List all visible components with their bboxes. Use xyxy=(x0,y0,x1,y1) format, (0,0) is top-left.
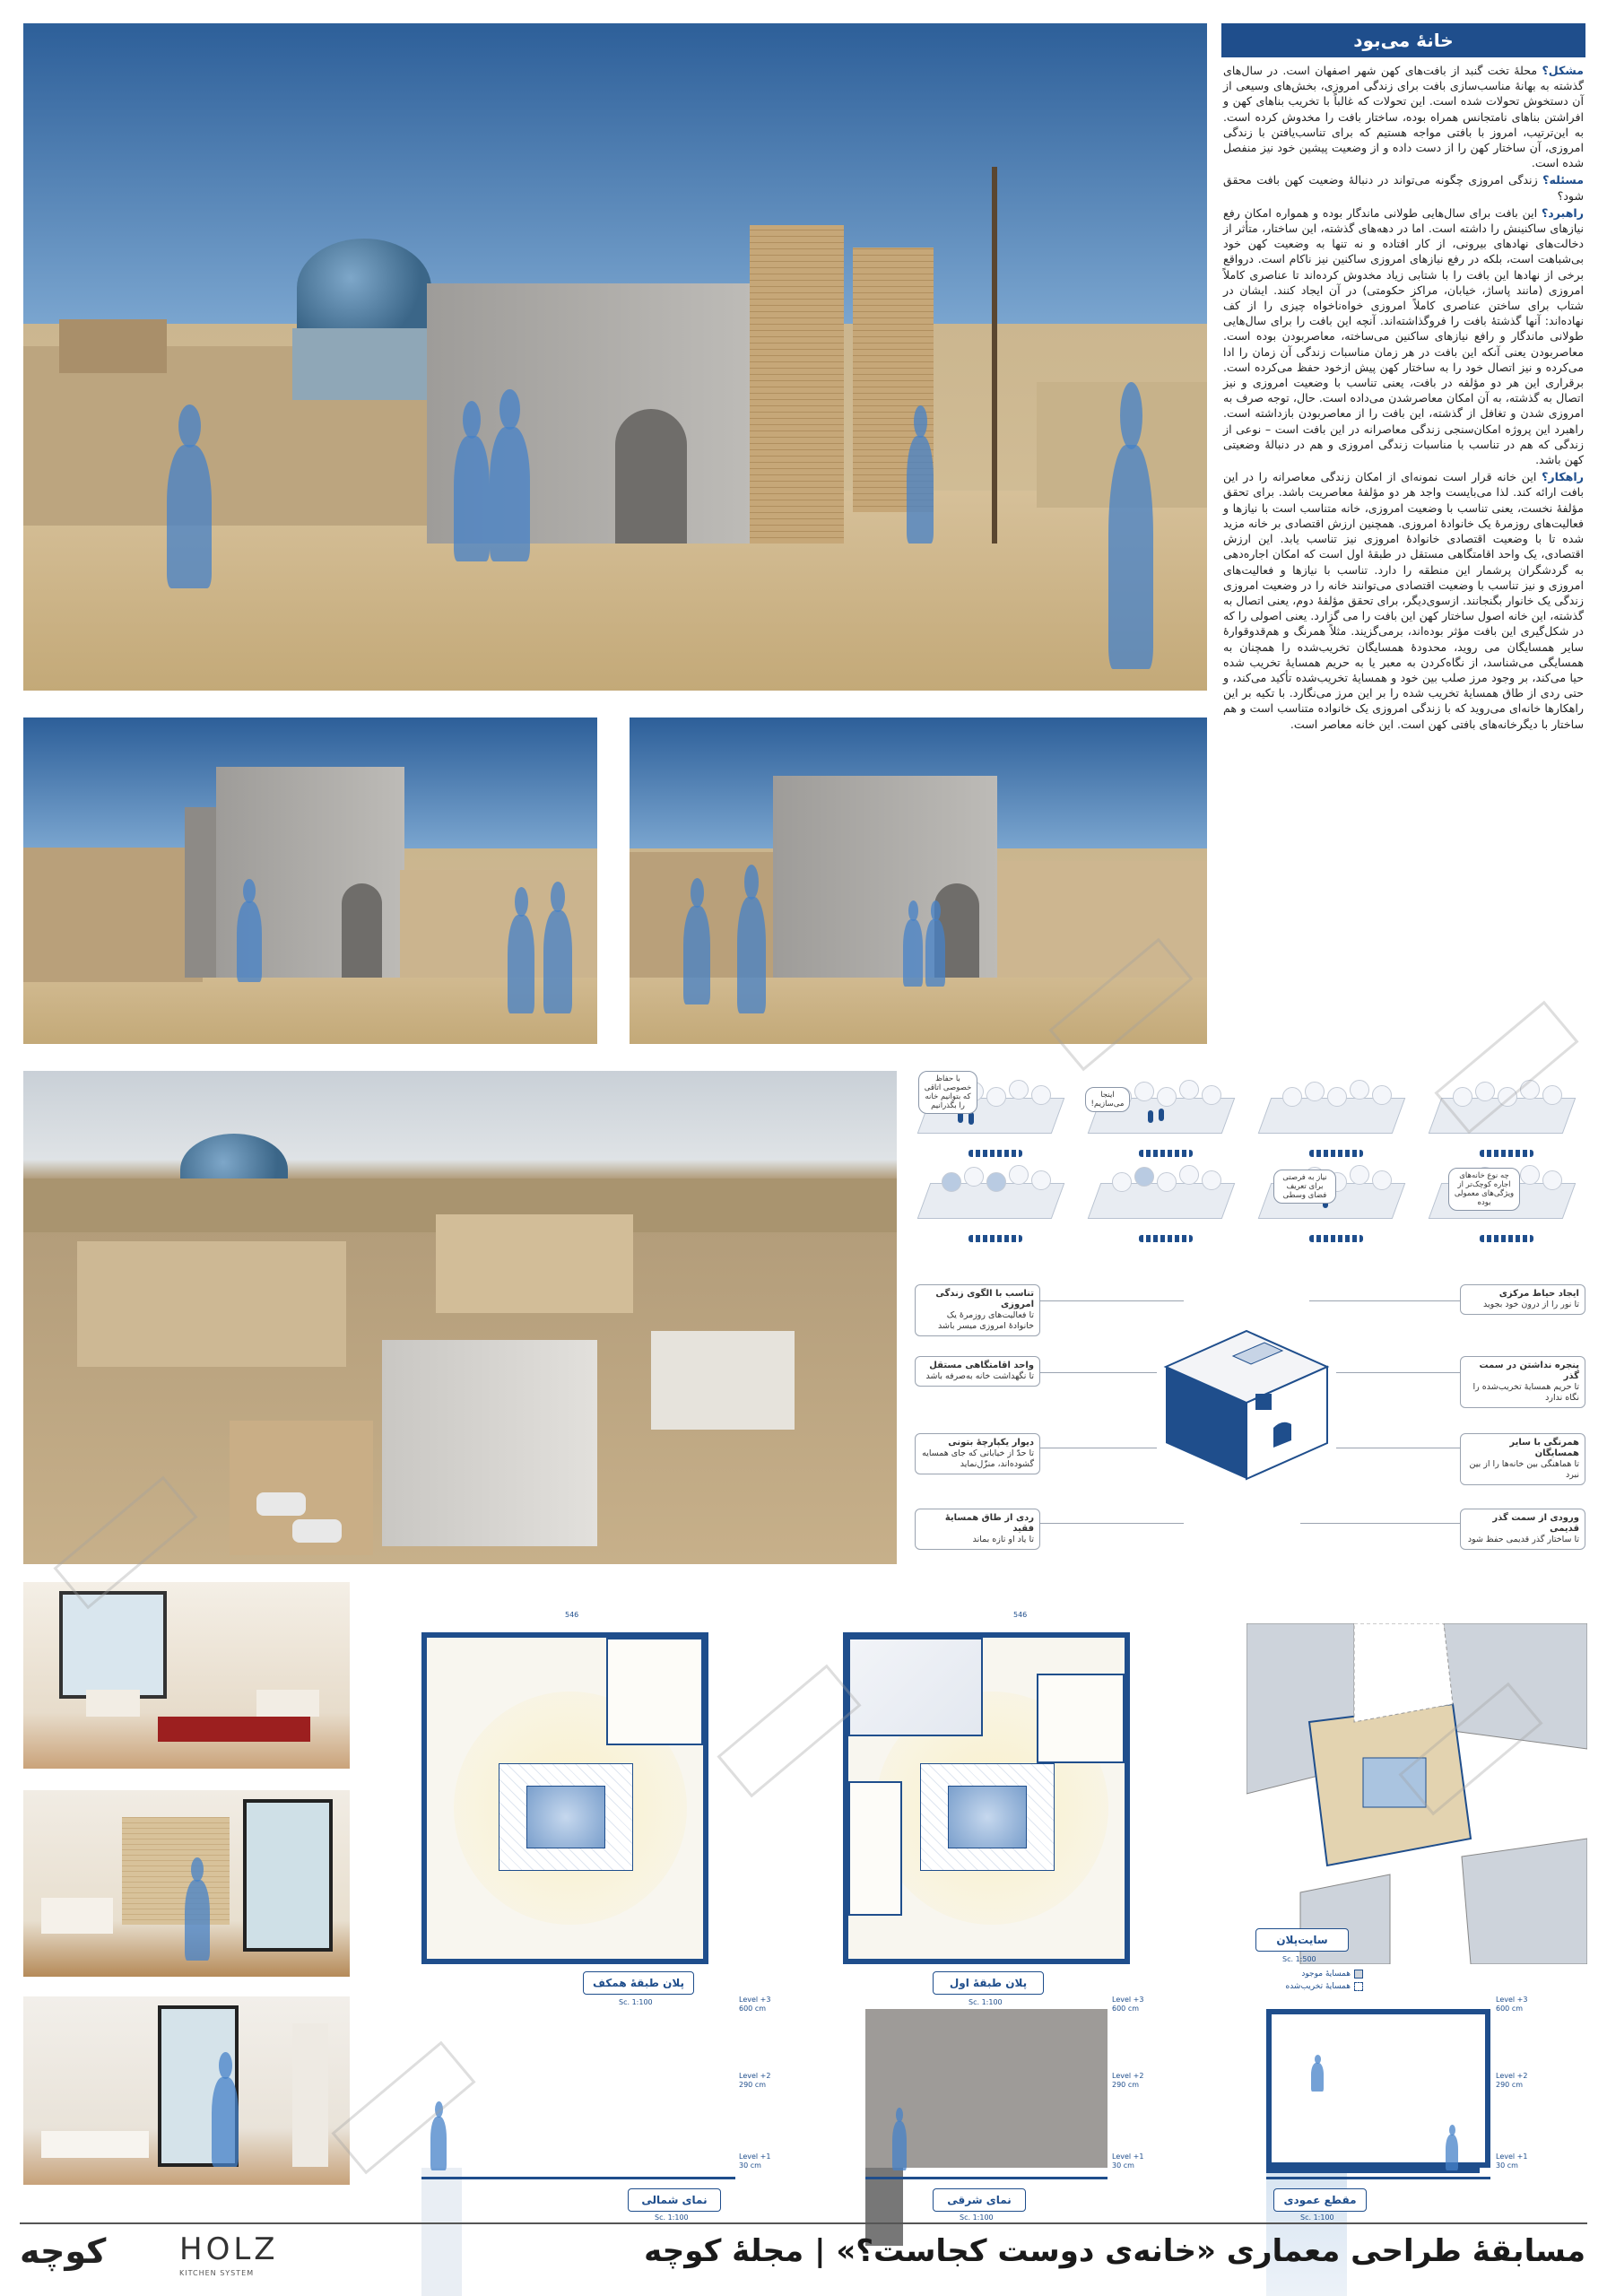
person-silhouette xyxy=(1108,445,1153,669)
first-plan-caption: پلان طبقهٔ اول xyxy=(933,1971,1044,1995)
person-silhouette xyxy=(237,901,262,982)
section-caption: مقطع عمودی xyxy=(1273,2188,1367,2212)
footer-divider xyxy=(20,2222,1587,2224)
street-render-right xyxy=(630,718,1207,1044)
strategy-label: راهبرد؟ xyxy=(1541,205,1584,220)
ground-plan-caption: پلان طبقهٔ همکف xyxy=(583,1971,694,1995)
person-silhouette xyxy=(683,906,710,1004)
strategy-text: این بافت برای سال‌هایی طولانی ماندگار بوده و همواره امکان رفع نیازهای ساکنینش را داشته است. اما در دهه‌های گذشته، این ساختار، متأثر از دخالت‌های نهادهای بیرونی، از کار افتاده و نه تنها به وضعیت کهن خود بی‌شباهت است، بلکه در رفع نیازهای امروزی ساکنین نیز ناکام است. درواقع برخی از نهادها این بافت را با شتابی زیاد مخدوش کرده‌اند تا عناصری کاملاً امروزی (مانند پاساژ، خیابان، مراکز حکومتی) در آن ایجاد کنند. ایشان در شتاب برای ساختن عناصری کاملاً امروزی خواه‌ناخواه چیزی را از کف نهاده‌اند: آنها گذشتهٔ بافت را فروگذاشته‌اند. آنچه این بافت را برای سال‌هایی طولانی ماندگار و رافع نیازهای ساکنین می‌ساخته، معاصربودن بوده است. معاصربودن یعنی آنکه این بافت در هر زمان مناسبات زندگی آن زمان را ادا می‌کرده و نیز اتصال خود را به ساختار کهن پیش ازخود حفظ می‌کرده است. برقراری این هر دو مؤلفه در بافت، یعنی تناسب با وضعیت امروزی و نیز اتصال به گذشته، به آن امکان معاصرشدن می‌داده است. حال، توجه صرف به امروزی شدن و تغافل از گذشته، این بافت را از معاصربودن بازداشته است. راهبرد این پروژه امکان‌سنجی زندگی معاصرانه در این بافت است – نوعی از زندگی که هم در تناسب با مناسبات زندگی امروزی و هم در دنبالهٔ وضعیتی کهن باشد. xyxy=(1223,205,1584,467)
east-elevation-scale: Sc. 1:100 xyxy=(960,2213,994,2222)
person-silhouette xyxy=(737,897,766,1013)
ground-floor-plan xyxy=(421,1632,708,1964)
competition-title: مسابقهٔ طراحی معماری «خانه‌ی دوست کجاست؟» | مجلهٔ کوچه xyxy=(644,2233,1585,2269)
holz-logo: HOLZ xyxy=(179,2231,279,2267)
person-silhouette xyxy=(454,436,490,561)
callout-right: همرنگی با سایر همسایگان تا هماهنگی بین خانه‌ها را از بین نبرد xyxy=(1460,1433,1585,1485)
interior-render-1 xyxy=(23,1582,350,1769)
solution-text: این خانه قرار است نمونه‌ای از امکان زندگی معاصرانه را در این بافت ارائه کند. لذا می‌بایست واجد هر دو مؤلفهٔ معاصریت باشد. برای تحقق مؤلفهٔ نخست، یعنی تناسب با وضعیت امروزی، خانه متناسب است با نیازها و فعالیت‌های روزمرهٔ یک خانوادهٔ امروزی. همچنین ارزش اقتصادی بر خانه مزید شده تا با وضعیت اقتصادی خانوادهٔ امروزی نیز تناسب یابد. این ارزش اقتصادی، یک واحد اقامتگاهی مستقل در طبقهٔ اول است که امکان اجاره‌دهی به گردشگران پرشمار این منطقه را دارد. تناسب با نیازها و فعالیت‌های امروزی و نیز تناسب با وضعیت اقتصادی می‌توانند خانه را در وضعیت امروزی زندگی یک خانوار بگنجانند. ازسوی‌دیگر، برای تحقق مؤلفهٔ دوم، یعنی اتصال به گذشته، این خانه اصول ساختار کهن این بافت را می گزارد. یعنی اصولی را که در شکل‌گیری این بافت مؤثر بوده‌اند، برمی‌گزیند. مثلاً همرنگ و هم‌قدوقوارهٔ سایر همسایگان می روید، محدودهٔ همسایگان تخریب‌شده را همچنان به همسایگی می‌شناسد، از نگاه‌کردن به معبر یا به حریم همسایهٔ تخریب شده حیا می‌کند، بر وجود مرز صلب بین خود و همسایهٔ تخریب‌شده تأکید می‌کند، و حتی ردی از طاق همسایهٔ تخریب شده را بر این مرز می‌نگارد. با تکیه بر این راهکارها خانه‌ای می‌روید که با زندگی امروزی یک خانواده متناسب است و هم ساختار با دیگرخانه‌های بافتی کهن است. این خانه معاصر است. xyxy=(1223,470,1584,731)
main-render-photo xyxy=(23,23,1207,691)
panel-title: خانهٔ می‌بود xyxy=(1221,23,1585,57)
vertical-section xyxy=(1266,2009,1490,2179)
street-render-left xyxy=(23,718,597,1044)
diagram-bubble: نیاز به فرصتی برای تعریف فضای وسطی xyxy=(1273,1170,1336,1204)
first-floor-plan xyxy=(843,1632,1130,1964)
koocheh-watermark xyxy=(717,1665,861,1798)
north-elevation-scale: Sc. 1:100 xyxy=(655,2213,689,2222)
question-text: زندگی امروزی چگونه می‌تواند در دنبالهٔ وضعیت کهن بافت محقق شود؟ xyxy=(1223,173,1584,203)
ground-plan-scale: Sc. 1:100 xyxy=(619,1998,653,2006)
koocheh-logo: کوچه xyxy=(20,2231,107,2271)
callout-right: پنجره نداشتن در سمت گذر تا حریم همسایهٔ تخریب‌شده را نگاه ندارد xyxy=(1460,1356,1585,1408)
person-silhouette xyxy=(508,915,534,1013)
holz-logo-subtitle: KITCHEN SYSTEM xyxy=(179,2269,255,2277)
callout-left: دیوار یکپارچهٔ بتونی تا حدّ از خیابانی که جای همسایه گشوده‌اند، منزّل‌نماید xyxy=(915,1433,1040,1474)
isometric-house xyxy=(1148,1313,1336,1483)
first-plan-scale: Sc. 1:100 xyxy=(969,1998,1003,2006)
diagram-bubble: چه نوع خانه‌های اجاره کوچک‌تر از ویژگی‌های معمولی بوده xyxy=(1448,1168,1520,1211)
callout-left: ردی از طاق همسایهٔ فقید تا یاد او تازه بماند xyxy=(915,1509,1040,1550)
solution-label: راهکار؟ xyxy=(1542,470,1584,484)
interior-render-2 xyxy=(23,1790,350,1977)
person-silhouette xyxy=(185,1880,210,1961)
level-label: Level +2 290 cm xyxy=(739,2072,771,2089)
person-silhouette xyxy=(430,2117,447,2170)
problem-text: محلهٔ تخت گنبد از بافت‌های کهن شهر اصفهان است. در سال‌های گذشته به بهانهٔ مناسب‌سازی بافت برای زندگی امروزی، بخش‌های وسیعی از آن دستخوش تحولات شده است. این تحولات که غالباً با تخریب بناهای کهن و افراشتن بناهای نامتجانس همراه بوده، ساختار بافت را مخدوش کرده است. به این‌ترتیب، امروز با بافتی مواجه هستیم که برای تناسب‌یافتن با زندگی امروزی، آن ساختار کهن را از دست داده و از وضعیت پیشین خود نیز منفصل شده است. xyxy=(1223,64,1584,170)
interior-render-3 xyxy=(23,1996,350,2185)
diagram-bubble: اینجا می‌سازیم! xyxy=(1085,1087,1130,1112)
description-text xyxy=(1221,57,1585,732)
level-label: Level +1 30 cm xyxy=(1112,2152,1144,2170)
person-silhouette xyxy=(490,427,530,561)
section-scale: Sc. 1:100 xyxy=(1300,2213,1334,2222)
callout-right: ایجاد حیاط مرکزی تا نور را از درون خود بجوید xyxy=(1460,1284,1585,1315)
level-label: Level +2 290 cm xyxy=(1496,2072,1528,2089)
level-label: Level +3 600 cm xyxy=(1496,1996,1528,2013)
person-silhouette xyxy=(212,2077,239,2167)
description-column xyxy=(1221,23,1585,1082)
question-label: مسئله؟ xyxy=(1542,173,1584,187)
person-silhouette xyxy=(892,2121,907,2170)
person-silhouette xyxy=(907,436,934,544)
site-legend xyxy=(1255,1970,1363,1991)
callout-right: ورودی از سمت گذر قدیمی تا ساختار گذر قدیمی حفظ شود xyxy=(1460,1509,1585,1550)
person-silhouette xyxy=(903,919,923,987)
diagram-bubble: با حفاظ خصوصی اتاقی که بتوانیم خانه را بگذرانیم xyxy=(918,1071,977,1114)
person-silhouette xyxy=(1446,2135,1458,2170)
level-label: Level +3 600 cm xyxy=(1112,1996,1144,2013)
north-elevation xyxy=(421,2009,735,2179)
site-plan-scale: Sc. 1:500 xyxy=(1282,1955,1316,1963)
person-silhouette xyxy=(925,919,945,987)
aerial-render-photo xyxy=(23,1071,897,1564)
north-elevation-caption: نمای شمالی xyxy=(628,2188,721,2212)
east-elevation xyxy=(865,2009,1108,2179)
site-plan xyxy=(1247,1623,1587,1964)
person-silhouette xyxy=(543,910,572,1013)
level-label: Level +3 600 cm xyxy=(739,1996,771,2013)
level-label: Level +1 30 cm xyxy=(1496,2152,1528,2170)
level-label: Level +1 30 cm xyxy=(739,2152,771,2170)
level-label: Level +2 290 cm xyxy=(1112,2072,1144,2089)
concept-diagram xyxy=(915,1071,1587,1564)
callout-left: تناسب با الگوی زندگی امروزی تا فعالیت‌های روزمرهٔ یک خانوادهٔ امروزی میسر باشد xyxy=(915,1284,1040,1336)
east-elevation-caption: نمای شرقی xyxy=(933,2188,1026,2212)
callout-left: واحد اقامتگاهی مستقل تا نگهداشت خانه به‌صرفه باشد xyxy=(915,1356,1040,1387)
legend-existing: همسایهٔ موجود xyxy=(1301,1970,1351,1979)
person-silhouette xyxy=(1311,2063,1324,2092)
person-silhouette xyxy=(167,445,212,588)
site-plan-caption: سایت‌پلان xyxy=(1255,1928,1349,1952)
legend-demolished: همسایهٔ تخریب‌شده xyxy=(1285,1982,1351,1991)
problem-label: مشکل؟ xyxy=(1542,64,1584,77)
